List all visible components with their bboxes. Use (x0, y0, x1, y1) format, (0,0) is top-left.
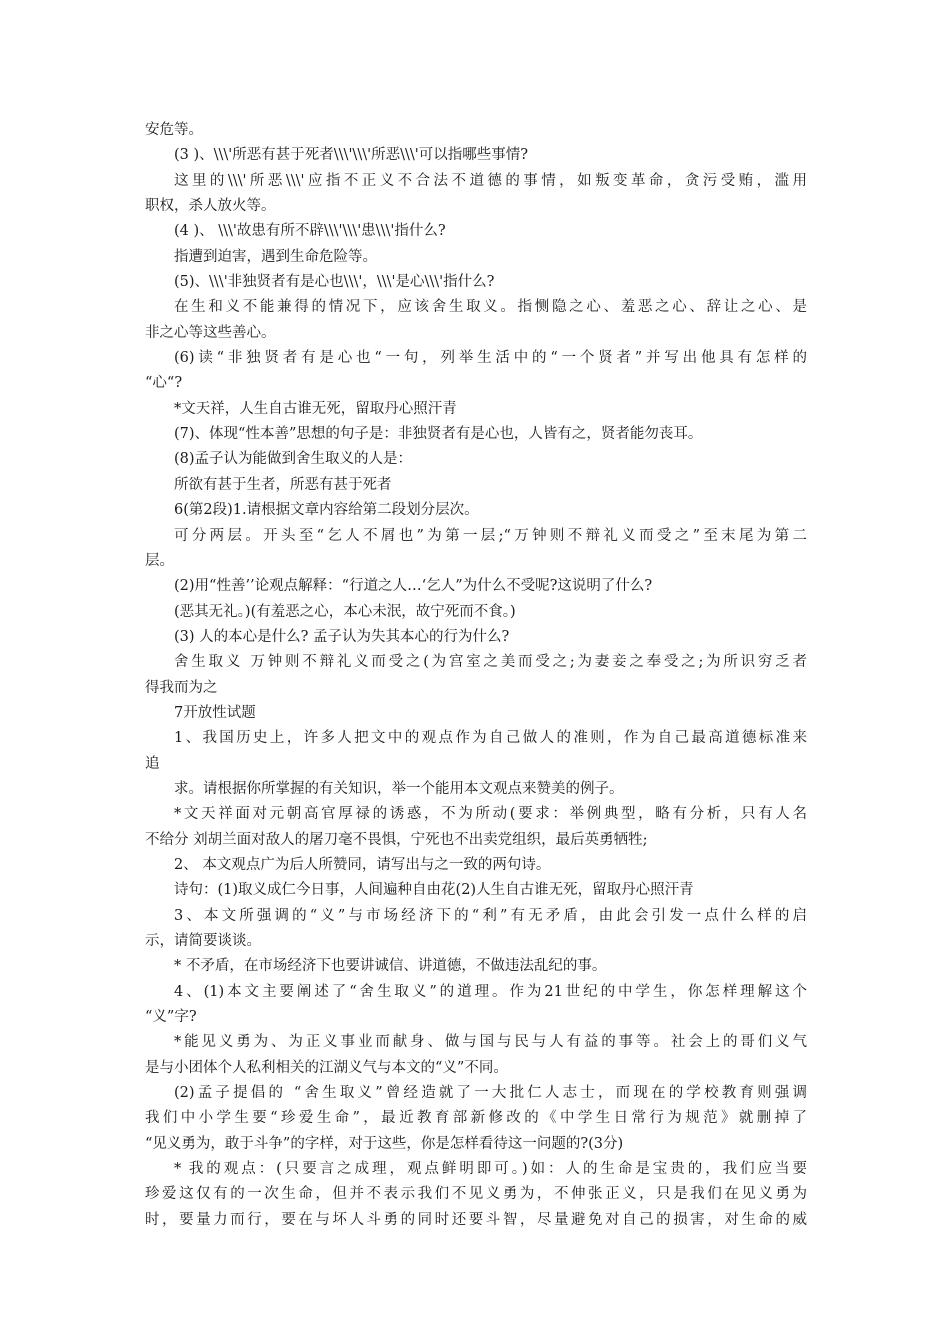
text-line: 7开放性试题 (174, 704, 256, 721)
text-line: (5)、\\\'非独贤者有是心也\\\'，\\\'是心\\\'指什么? (174, 274, 495, 291)
text-line: 这里的\\\'所恶\\\'应指不正义不合法不道德的事情，如叛变革命，贪污受贿，滥用 (174, 172, 807, 189)
text-line: 舍生取义 万钟则不辩礼义而受之(为宫室之美而受之;为妻妾之奉受之;为所识穷乏者 (174, 654, 807, 671)
text-line: 可分两层。开头至“乞人不屑也”为第一层;“万钟则不辩礼义而受之”至末尾为第二 (174, 527, 807, 544)
text-line: 我们中小学生要“珍爱生命”，最近教育部新修改的《中学生日常行为规范》就删掉了 (145, 1110, 807, 1127)
text-line: 所欲有甚于生者，所恶有甚于死者 (174, 476, 392, 493)
text-line: (8)孟子认为能做到舍生取义的人是： (174, 451, 413, 468)
text-line: (2)用“性善’’论观点解释：“行道之人…‘乞人”为什么不受呢?这说明了什么? (174, 578, 653, 595)
text-line: 示，请简要谈谈。 (145, 933, 261, 949)
text-line: 追 (145, 755, 160, 772)
text-line: 安危等。 (145, 122, 203, 138)
document-page (145, 118, 807, 1233)
text-line: 是与小团体个人私利相关的江湖义气与本文的“义”不同。 (145, 1059, 508, 1076)
text-line: 层。 (145, 552, 174, 569)
text-line: 3、本文所强调的“义”与市场经济下的“利”有无矛盾，由此会引发一点什么样的启 (174, 907, 807, 924)
text-line: 非之心等这些善心。 (145, 324, 276, 341)
text-line: 珍爱这仅有的一次生命，但并不表示我们不见义勇为，不伸张正义，只是我们在见义勇为 (145, 1186, 807, 1203)
text-line: 在生和义不能兼得的情况下，应该舍生取义。指恻隐之心、羞恶之心、辞让之心、是 (174, 299, 807, 316)
text-line: 时，要量力而行，要在与坏人斗勇的同时还要斗智，尽量避免对自己的损害，对生命的威 (145, 1211, 807, 1228)
text-line: 求。请根据你所掌握的有关知识，举一个能用本文观点来赞美的例子。 (174, 780, 624, 797)
text-line: 1、我国历史上，许多人把文中的观点作为自己做人的准则，作为自己最高道德标准来 (174, 730, 807, 747)
text-line: “心“? (145, 375, 183, 392)
text-line: 6(第2段)1.请根据文章内容给第二段划分层次。 (174, 502, 479, 519)
text-line: 4、(1)本文主要阐述了“舍生取义”的道理。作为21世纪的中学生，你怎样理解这个 (174, 983, 807, 1000)
text-line: 不给分 刘胡兰面对敌人的屠刀毫不畏惧，宁死也不出卖党组织，最后英勇牺牲; (145, 831, 648, 848)
text-line: (3 )、\\\'所恶有甚于死者\\\'\\\'所恶\\\'可以指哪些事情? (174, 147, 528, 164)
text-line: *文天祥，人生自古谁无死，留取丹心照汗青 (174, 400, 457, 417)
text-line: * 我的观点：(只要言之成理，观点鲜明即可。)如：人的生命是宝贵的，我们应当要 (174, 1161, 807, 1178)
text-line: * 不矛盾，在市场经济下也要讲诚信、讲道德，不做违法乱纪的事。 (174, 958, 607, 975)
text-line: *文天祥面对元朝高官厚禄的诱惑，不为所动(要求：举例典型，略有分析，只有人名 (174, 806, 807, 823)
text-line: (4 )、 \\\'故患有所不辟\\\'\\\'患\\\'指什么? (174, 223, 446, 240)
text-line: 2、 本文观点广为后人所赞同，请写出与之一致的两句诗。 (174, 856, 551, 873)
text-line: (恶其无礼。)(有羞恶之心，本心未泯，故宁死而不食。) (174, 603, 516, 620)
text-line: (2)孟子提倡的 “舍生取义”曾经造就了一大批仁人志士，而现在的学校教育则强调 (174, 1085, 807, 1102)
text-line: (6)读“非独贤者有是心也“一句，列举生活中的“一个贤者”并写出他具有怎样的 (174, 350, 807, 367)
text-line: (7)、体现“性本善”思想的句子是：非独贤者有是心也，人皆有之，贤者能勿丧耳。 (174, 426, 703, 443)
text-line: *能见义勇为、为正义事业而献身、做与国与民与人有益的事等。社会上的哥们义气 (174, 1034, 807, 1051)
text-line: (3) 人的本心是什么? 孟子认为失其本心的行为什么? (174, 628, 510, 645)
text-line: 诗句：(1)取义成仁今日事，人间遍种自由花(2)人生自古谁无死，留取丹心照汗青 (174, 882, 694, 899)
text-line: 职权，杀人放火等。 (145, 198, 276, 215)
text-line: “见义勇为，敢于斗争”的字样，对于这些，你是怎样看待这一问题的?(3分) (145, 1135, 624, 1152)
text-line: 得我而为之 (145, 679, 218, 696)
text-line: “义”字? (145, 1009, 197, 1026)
text-line: 指遭到迫害，遇到生命危险等。 (174, 248, 377, 265)
